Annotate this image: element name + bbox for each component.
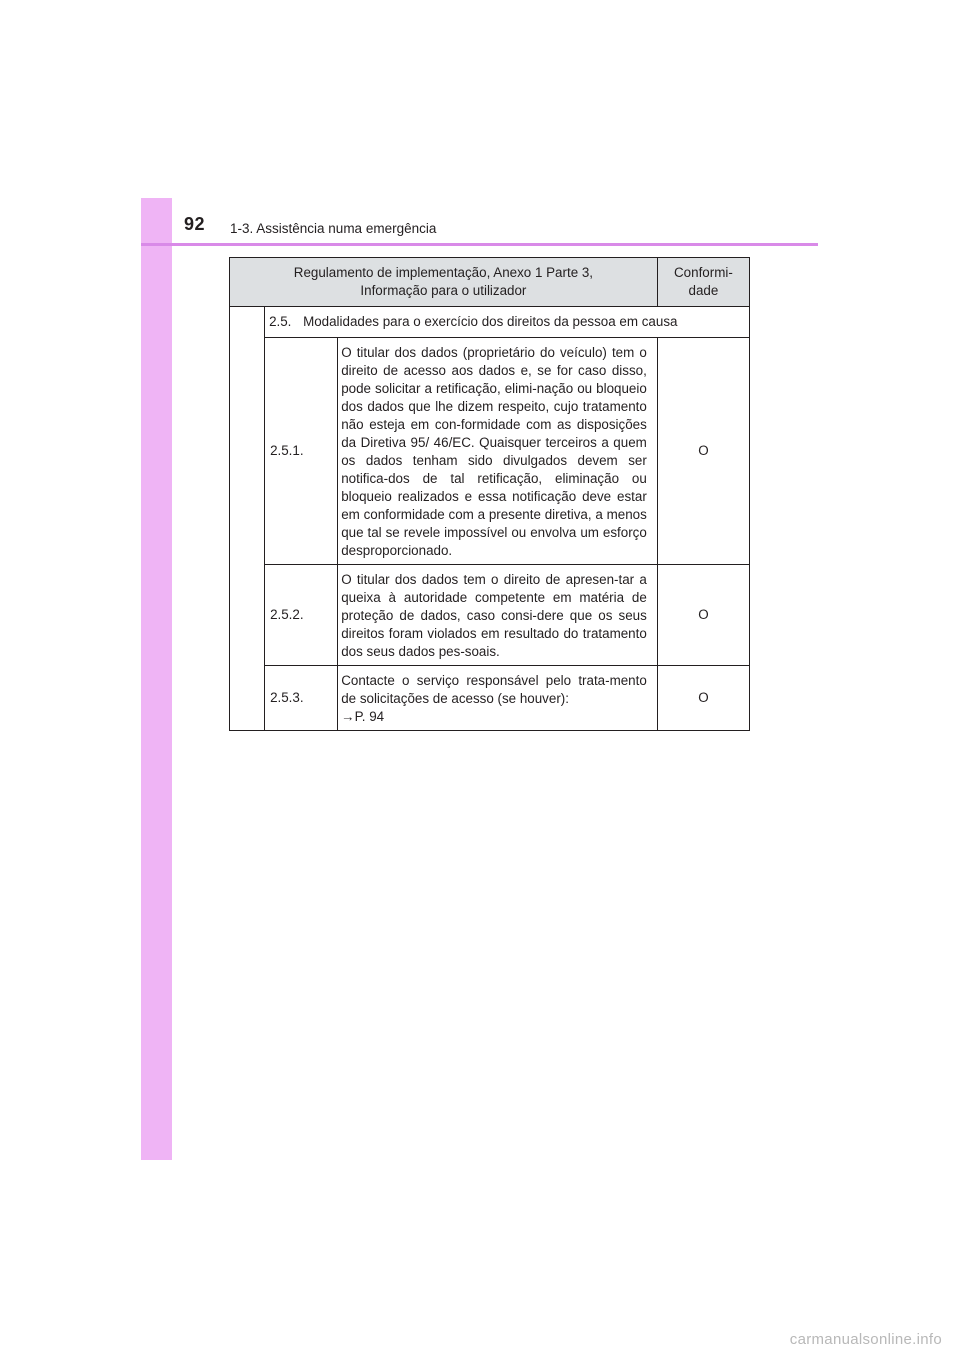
subsection-row: [230, 307, 750, 338]
row-number: 2.5.1.: [265, 338, 338, 565]
row-text: Contacte o serviço responsável pelo trata-mento de solicitações de acesso (se houver):: [341, 673, 647, 706]
chapter-sidebar-tab: [141, 198, 172, 1160]
subsection-title: Modalidades para o exercício dos direitos da pessoa em causa: [303, 314, 678, 329]
subsection-number: 2.5.: [269, 314, 292, 329]
row-text: O titular dos dados (proprietário do veículo) tem o direito de acesso aos dados e, se for caso disso, pode solicitar a retificação, elimi-nação ou bloqueio dos dados que lhe dizem respeito, cujo tratamento não esteja em con-formidade com as disposições da Diretiva 95/ 46/EC. Quaisquer terceiros a quem os dados tenham sido divulgados devem ser notifica-dos de tal retificação, eliminação ou bloqueio realizados e essa notificação deve estar em conformidade com a presente diretiva, a menos que tal se revele impossível ou envolva um esforço desproporcionado.: [338, 338, 658, 565]
section-title: 1-3. Assistência numa emergência: [230, 221, 437, 236]
row-conformity: O: [657, 338, 749, 565]
page-reference: →P. 94: [341, 709, 385, 724]
table-header-row: [230, 258, 750, 307]
row-conformity: O: [657, 565, 749, 666]
table-header-regulation-line2: Informação para o utilizador: [360, 283, 527, 298]
regulation-table: [229, 257, 750, 731]
row-text-cell: [338, 666, 658, 731]
row-conformity: O: [657, 666, 749, 731]
subsection-cell: [265, 307, 750, 338]
table-row: [230, 338, 750, 565]
table-header-conformity-line1: Conformi-: [674, 265, 733, 280]
table-row: [230, 666, 750, 731]
header-rule: [141, 243, 818, 246]
table-row: [230, 565, 750, 666]
indent-cell: [230, 307, 265, 731]
row-number: 2.5.2.: [265, 565, 338, 666]
page-number: 92: [184, 214, 206, 234]
table-header-conformity-line2: dade: [688, 283, 719, 298]
watermark-text: carmanualsonline.info: [789, 1331, 942, 1348]
table-header-regulation: [230, 258, 658, 307]
row-text: O titular dos dados tem o direito de apresen-tar a queixa à autoridade competente em matéria de proteção de dados, caso consi-dere que os seus direitos foram violados em resultado do tratamento dos seus dados pes-soais.: [338, 565, 658, 666]
row-number: 2.5.3.: [265, 666, 338, 731]
table-header-conformity: [657, 258, 749, 307]
table-header-regulation-line1: Regulamento de implementação, Anexo 1 Parte 3,: [293, 265, 594, 280]
